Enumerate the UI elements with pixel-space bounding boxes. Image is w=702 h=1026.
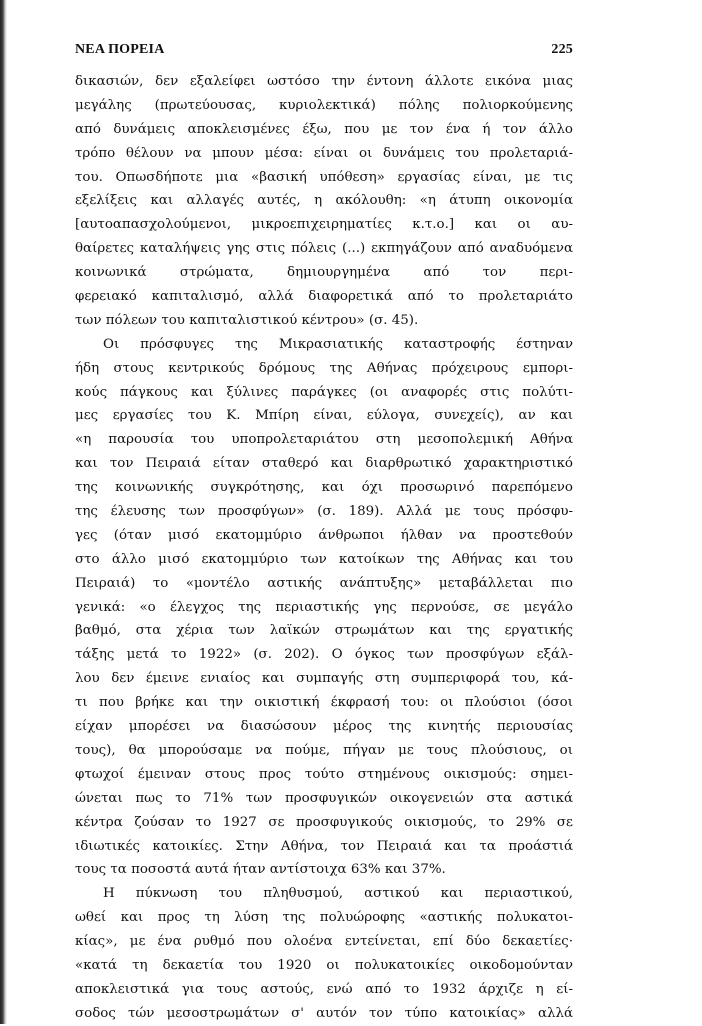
- text-line: σοδος τών μεσοστρωμάτων σ' αυτόν τον τύπο κατοικίας» αλλά: [75, 1005, 573, 1021]
- page-number: 225: [551, 42, 573, 57]
- text-line: «κατά τη δεκαετία του 1920 οι πολυκατοικίες οικοδομούνταν: [75, 957, 573, 973]
- text-line: κούς πάγκους και ξύλινες παράγκες (οι αναφορές στις πολύτι-: [75, 384, 573, 400]
- paragraph-2: [75, 333, 573, 882]
- text-line: γες (όταν μισό εκατομμύριο άνθρωποι ήλθαν να προστεθούν: [75, 527, 573, 543]
- text-line: «η παρουσία του υποπρολεταριάτου στη μεσοπολεμική Αθήνα: [75, 432, 573, 448]
- text-line: κοινωνικά στρώματα, δημιουργημένα από τον περι-: [75, 265, 573, 281]
- text-line: τρόπο θέλουν να μπουν μέσα: είναι οι δυνάμεις του προλεταριά-: [75, 145, 573, 161]
- page-header: [75, 42, 573, 62]
- text-line: βαθμό, στα χέρια των λαϊκών στρωμάτων και της εργατικής: [75, 623, 573, 639]
- paragraph-3: [75, 882, 573, 1025]
- text-line: αποκλειστικά για τους αστούς, ενώ από το 1932 άρχιζε η εί-: [75, 981, 573, 997]
- text-line: ιδιωτικές κατοικίες. Στην Αθήνα, τον Πειραιά και τα προάστιά: [75, 838, 573, 854]
- text-line: γενικά: «ο έλεγχος της περιαστικής γης περνούσε, σε μεγάλο: [75, 599, 573, 615]
- text-line: του. Οπωσδήποτε μια «βασική υπόθεση» εργασίας είναι, με τις: [75, 169, 573, 185]
- text-line: [αυτοαπασχολούμενοι, μικροεπιχειρηματίες κ.τ.ο.] και οι αυ-: [75, 217, 573, 233]
- text-line: και τον Πειραιά είταν σταθερό και διαρθρωτικό χαρακτηριστικό: [75, 456, 573, 472]
- text-line: κίας», με ένα ρυθμό που ολοένα εντείνεται, επί δύο δεκαετίες·: [75, 934, 573, 950]
- text-line: τους), θα μπορούσαμε να πούμε, πήγαν με τους πλούσιους, οι: [75, 742, 573, 758]
- text-line: τι που βρήκε και την οικιστική έκφρασή του: οι πλούσιοι (όσοι: [75, 695, 573, 711]
- text-line: ωθεί και προς τη λύση της πολυώροφης «αστικής πολυκατοι-: [75, 910, 573, 926]
- text-line: από δυνάμεις αποκλεισμένες έξω, που με τον ένα ή τον άλλο: [75, 121, 573, 137]
- text-line: φερειακό καπιταλισμό, αλλά διαφορετικά από το προλεταριάτο: [75, 289, 573, 305]
- text-line: ώνεται πως το 71% των προσφυγικών οικογενειών στα αστικά: [75, 790, 573, 806]
- running-title: ΝΕΑ ΠΟΡΕΙΑ: [75, 42, 165, 57]
- text-line: Οι πρόσφυγες της Μικρασιατικής καταστροφής έστηναν: [103, 336, 573, 352]
- text-line: ήδη στους κεντρικούς δρόμους της Αθήνας πρόχειρους εμπορι-: [75, 360, 573, 376]
- text-line: είχαν μπορέσει να διασώσουν μέρος της κινητής περιουσίας: [75, 719, 573, 735]
- text-line: τους τα ποσοστά αυτά ήταν αντίστοιχα 63% και 37%.: [75, 862, 446, 878]
- text-line: στο άλλο μισό εκατομμύριο των κατοίκων της Αθήνας και του: [75, 551, 573, 567]
- text-line: τάξης μετά το 1922» (σ. 202). Ο όγκος των προσφύγων εξάλ-: [75, 647, 573, 663]
- text-line: δικασιών, δεν εξαλείφει ωστόσο την έντονη άλλοτε εικόνα μιας: [75, 74, 573, 89]
- text-line: εξελίξεις και αλλαγές αυτές, η ακόλουθη: «η άτυπη οικονομία: [75, 193, 573, 209]
- text-line: κέντρα ζούσαν το 1927 σε προσφυγικούς οικισμούς, το 29% σε: [75, 814, 573, 830]
- text-line: λου δεν έμεινε ενιαίος και συμπαγής στη συμπεριφορά του, κά-: [75, 671, 573, 687]
- text-line: θαίρετες καταλήψεις γης στις πόλεις (...) εκπηγάζουν από αναδυόμενα: [75, 241, 573, 257]
- text-line: φτωχοί έμειναν στους προς τούτο στημένους οικισμούς: σημει-: [75, 766, 573, 782]
- text-line: της έλευσης των προσφύγων» (σ. 189). Αλλά με τους πρόσφυ-: [75, 504, 573, 520]
- text-line: της κοινωνικής συγκρότησης, και όχι προσωρινό παρεπόμενο: [75, 480, 573, 496]
- text-line: των πόλεων του καπιταλιστικού κέντρου» (σ. 45).: [75, 312, 419, 328]
- paragraph-1: [75, 70, 573, 333]
- body-text: [75, 70, 573, 1026]
- text-line: μεγάλης (πρωτεύουσας, κυριολεκτικά) πόλης πολιορκούμενης: [75, 97, 573, 113]
- text-line: μες εργασίες του Κ. Μπίρη είναι, εύλογα, συνεχείς), αν και: [75, 408, 573, 424]
- binding-shadow: [0, 0, 7, 1024]
- text-line: Πειραιά) το «μοντέλο αστικής ανάπτυξης» μεταβάλλεται πιο: [75, 575, 573, 591]
- text-line: Η πύκνωση του πληθυσμού, αστικού και περιαστικού,: [103, 886, 573, 902]
